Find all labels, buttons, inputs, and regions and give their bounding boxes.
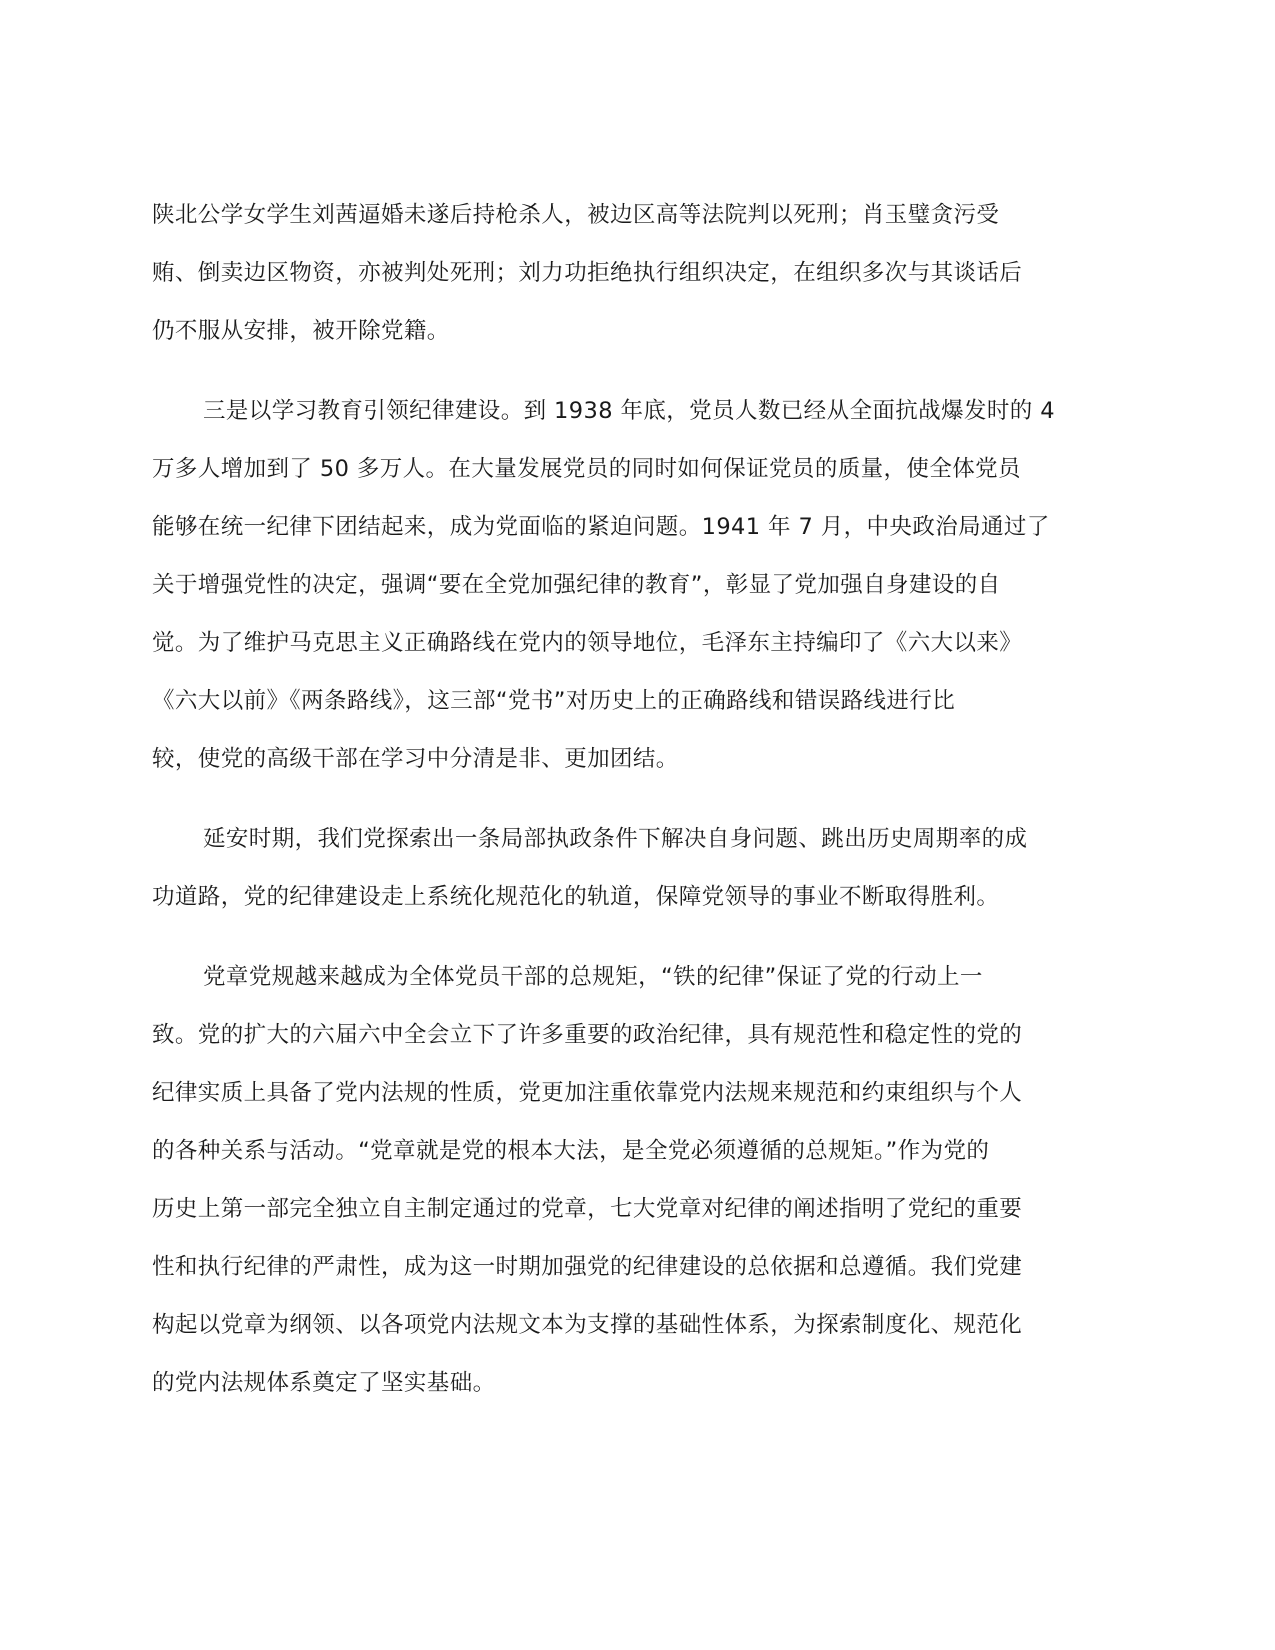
text-line: 的党内法规体系奠定了坚实基础。 <box>152 1370 496 1396</box>
text-line: 陕北公学女学生刘茜逼婚未遂后持枪杀人，被边区高等法院判以死刑；肖玉璧贪污受 <box>152 202 1000 228</box>
text-line: 构起以党章为纲领、以各项党内法规文本为支撑的基础性体系，为探索制度化、规范化 <box>152 1312 1023 1338</box>
text-line: 历史上第一部完全独立自主制定通过的党章，七大党章对纪律的阐述指明了党纪的重要 <box>152 1196 1023 1222</box>
text-line: 性和执行纪律的严肃性，成为这一时期加强党的纪律建设的总依据和总遵循。我们党建 <box>152 1254 1023 1280</box>
text-line: 三是以学习教育引领纪律建设。到 1938 年底，党员人数已经从全面抗战爆发时的 4 <box>203 398 1055 424</box>
text-line: 党章党规越来越成为全体党员干部的总规矩，“铁的纪律”保证了党的行动上一 <box>203 964 983 990</box>
text-line: 较，使党的高级干部在学习中分清是非、更加团结。 <box>152 746 679 772</box>
text-line: 仍不服从安排，被开除党籍。 <box>152 318 450 344</box>
paragraph-4 <box>152 948 1107 1412</box>
paragraph-1 <box>152 186 1107 360</box>
text-line: 的各种关系与活动。“党章就是党的根本大法，是全党必须遵循的总规矩。”作为党的 <box>152 1138 990 1164</box>
text-line: 能够在统一纪律下团结起来，成为党面临的紧迫问题。1941 年 7 月，中央政治局通过了 <box>152 514 1050 540</box>
document-body <box>152 186 1107 1412</box>
text-line: 觉。为了维护马克思主义正确路线在党内的领导地位，毛泽东主持编印了《六大以来》 <box>152 630 1023 656</box>
paragraph-3 <box>152 810 1107 926</box>
text-line: 《六大以前》《两条路线》，这三部“党书”对历史上的正确路线和错误路线进行比 <box>152 688 956 714</box>
text-line: 关于增强党性的决定，强调“要在全党加强纪律的教育”，彰显了党加强自身建设的自 <box>152 572 1001 598</box>
text-line: 延安时期，我们党探索出一条局部执政条件下解决自身问题、跳出历史周期率的成 <box>203 826 1028 852</box>
paragraph-2 <box>152 382 1107 788</box>
text-line: 贿、倒卖边区物资，亦被判处死刑；刘力功拒绝执行组织决定，在组织多次与其谈话后 <box>152 260 1023 286</box>
text-line: 功道路，党的纪律建设走上系统化规范化的轨道，保障党领导的事业不断取得胜利。 <box>152 884 1000 910</box>
text-line: 纪律实质上具备了党内法规的性质，党更加注重依靠党内法规来规范和约束组织与个人 <box>152 1080 1023 1106</box>
text-line: 万多人增加到了 50 多万人。在大量发展党员的同时如何保证党员的质量，使全体党员 <box>152 456 1021 482</box>
text-line: 致。党的扩大的六届六中全会立下了许多重要的政治纪律，具有规范性和稳定性的党的 <box>152 1022 1023 1048</box>
